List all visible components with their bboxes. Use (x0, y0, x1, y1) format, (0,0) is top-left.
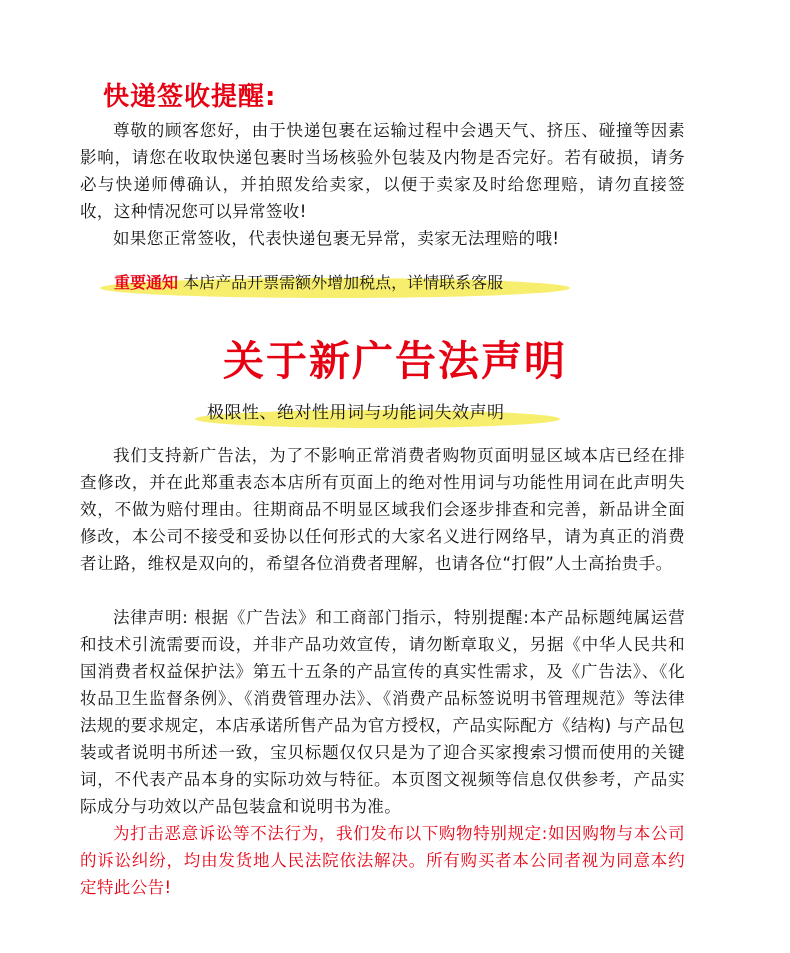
notice-text: 本店产品开票需额外增加税点，详情联系客服 (178, 273, 504, 292)
important-notice (100, 268, 503, 298)
law-subtitle (195, 398, 505, 428)
express-title: 快递签收提醒: (103, 82, 277, 112)
law-title: 关于新广告法声明 (223, 337, 567, 385)
law-paragraph-3: 为打击恶意诉讼等不法行为，我们发布以下购物特别规定:如因购物与本公司的诉讼纠纷，均由发货地人民法院依法解决。所有购买者本公同者视为同意本约定特此公告! (80, 824, 685, 897)
law-subtitle-text: 极限性、绝对性用词与功能词失效声明 (207, 403, 505, 423)
express-paragraph-1: 尊敬的顾客您好，由于快递包裹在运输过程中会遇天气、挤压、碰撞等因素影响，请您在收取快递包裹时当场核验外包装及内物是否完好。若有破损，请务必与快递师傅确认，并拍照发给卖家，以便于卖家及时给您理赔，请勿直接签收，这种情况您可以异常签收! (80, 121, 685, 221)
law-paragraph-1: 我们支持新广告法，为了不影响正常消费者购物页面明显区域本店已经在排查修改，并在此郑重表态本店所有页面上的绝对性用词与功能性用词在此声明失效，不做为赔付理由。往期商品不明显区域我们会逐步排查和完善，新品讲全面修改，本公司不接受和妥协以任何形式的大家名义进行网络早，请为真正的消费者让路，维权是双向的，希望各位消费者理解，也请各位“打假”人士高抬贵手。 (80, 446, 685, 573)
express-paragraph-2: 如果您正常签收，代表快递包裹无异常，卖家无法理赔的哦! (113, 229, 560, 248)
law-paragraph-2: 法律声明: 根据《广告法》和工商部门指示，特别提醒:本产品标题纯属运营和技术引流需要而设，并非产品功效宣传，请勿断章取义，另据《中华人民共和国消费者权益保护法》第五十五条的产品宣传的真实性需求，及《广告法》、《化妆品卫生监督条例》、《消费管理办法》、《消费产品标签说明书管理规范》等法律法规的要求规定，本店承诺所售产品为官方授权，产品实际配方《结构) 与产品包装或者说明书所述一致，宝贝标题仅仅只是为了迎合买家搜索习惯而使用的关键词，不代表产品本身的实际功效与特征。本页图文视频等信息仅供参考，产品实际成分与功效以产品包装盒和说明书为准。 (80, 608, 685, 816)
notice-label: 重要通知 (114, 273, 179, 292)
